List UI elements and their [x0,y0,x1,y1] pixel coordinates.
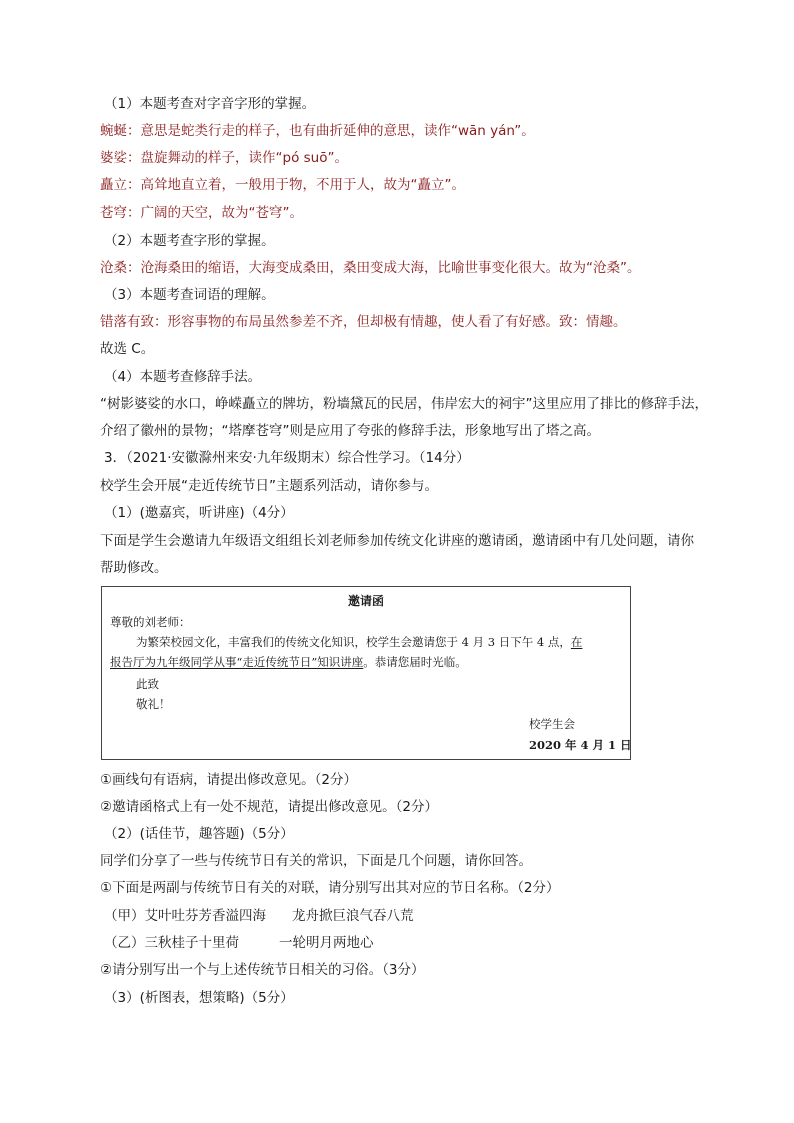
invitation-letter-box [101,586,631,760]
part1-description-line2: 帮助修改。 [100,560,168,576]
answer-choice: 故选 C。 [100,341,155,357]
underlined-sentence: 报告厅为九年级同学从事“走近传统节日”知识讲座 [110,655,364,669]
invitation-title: 邀请函 [347,594,384,608]
couplet-b [104,933,374,953]
part2-question1: ①下面是两副与传统节日有关的对联，请分别写出其对应的节日名称。（2分） [100,880,560,896]
couplet-a-label: （甲） [104,908,145,924]
answer-part4-intro: （4）本题考查修辞手法。 [104,369,262,385]
invitation-salutation: 尊敬的刘老师： [110,615,191,629]
answer-rhetoric-line2: 介绍了徽州的景物；“塔摩苍穹”则是应用了夸张的修辞手法，形象地写出了塔之高。 [100,423,600,439]
question3-intro: 校学生会开展“走近传统节日”主题系列活动，请你参与。 [100,478,438,494]
answer-cangqiong: 苍穹：广阔的天空，故为“苍穹”。 [100,205,303,221]
couplet-b-line1: 三秋桂子十里荷 [144,935,239,951]
part1-title: （1）(邀嘉宾，听讲座)（4分） [104,505,294,521]
part2-description: 同学们分享了一些与传统节日有关的常识，下面是几个问题，请你回答。 [100,853,532,869]
invitation-body-line1-text: 为繁荣校园文化，丰富我们的传统文化知识，校学生会邀请您于 4 月 3 日下午 4 点， [136,635,571,649]
answer-part2-intro: （2）本题考查字形的掌握。 [104,233,275,249]
part2-question2: ②请分别写出一个与上述传统节日相关的习俗。（3分） [100,962,425,978]
answer-rhetoric-line1: “树影婆娑的水口，峥嵘矗立的牌坊，粉墙黛瓦的民居，伟岸宏大的祠宇”这里应用了排比的修辞手法， [100,396,708,412]
answer-cuoluo: 错落有致：形容事物的布局虽然参差不齐，但却极有情趣，使人看了有好感。致：情趣。 [100,314,627,330]
answer-part3-intro: （3）本题考查词语的理解。 [104,287,275,303]
invitation-body-line1 [136,633,582,651]
invitation-body-line2 [110,653,467,671]
part1-description-line1: 下面是学生会邀请九年级语文组组长刘老师参加传统文化讲座的邀请函，邀请函中有几处问题，请你 [100,533,694,549]
invitation-date: 2020 年 4 月 1 日 [529,738,632,752]
part3-title: （3）(析图表，想策略)（5分） [104,990,294,1006]
couplet-a [104,906,414,926]
answer-wanyan: 蜿蜒：意思是蛇类行走的样子，也有曲折延伸的意思，读作“wān yán”。 [100,123,535,139]
invitation-body-line2-text: 。恭请您届时光临。 [363,655,467,669]
couplet-a-line2: 龙舟掀巨浪气吞八荒 [292,908,414,924]
couplet-b-line2: 一轮明月两地心 [279,935,374,951]
underlined-sentence-start: 在 [570,635,583,649]
answer-part1-intro: （1）本题考查对字音字形的掌握。 [104,96,316,112]
question3-header: 3．（2021·安徽滁州来安·九年级期末）综合性学习。（14分） [104,450,470,466]
invitation-signature: 校学生会 [529,717,575,731]
part1-question2: ②邀请函格式上有一处不规范，请提出修改意见。（2分） [100,799,438,815]
invitation-closing-2: 敬礼！ [136,697,171,711]
part1-question1: ①画线句有语病，请提出修改意见。（2分） [100,772,357,788]
answer-cangsang: 沧桑：沧海桑田的缩语，大海变成桑田，桑田变成大海，比喻世事变化很大。故为“沧桑”。 [100,260,641,276]
answer-posuo: 婆娑：盘旋舞动的样子，读作“pó suō”。 [100,150,348,166]
answer-chuli: 矗立：高耸地直立着，一般用于物，不用于人，故为“矗立”。 [100,177,465,193]
invitation-closing-1: 此致 [136,677,159,691]
couplet-a-line1: 艾叶吐芬芳香溢四海 [144,908,266,924]
part2-title: （2）(话佳节，趣答题)（5分） [104,826,294,842]
couplet-b-label: （乙） [104,935,145,951]
